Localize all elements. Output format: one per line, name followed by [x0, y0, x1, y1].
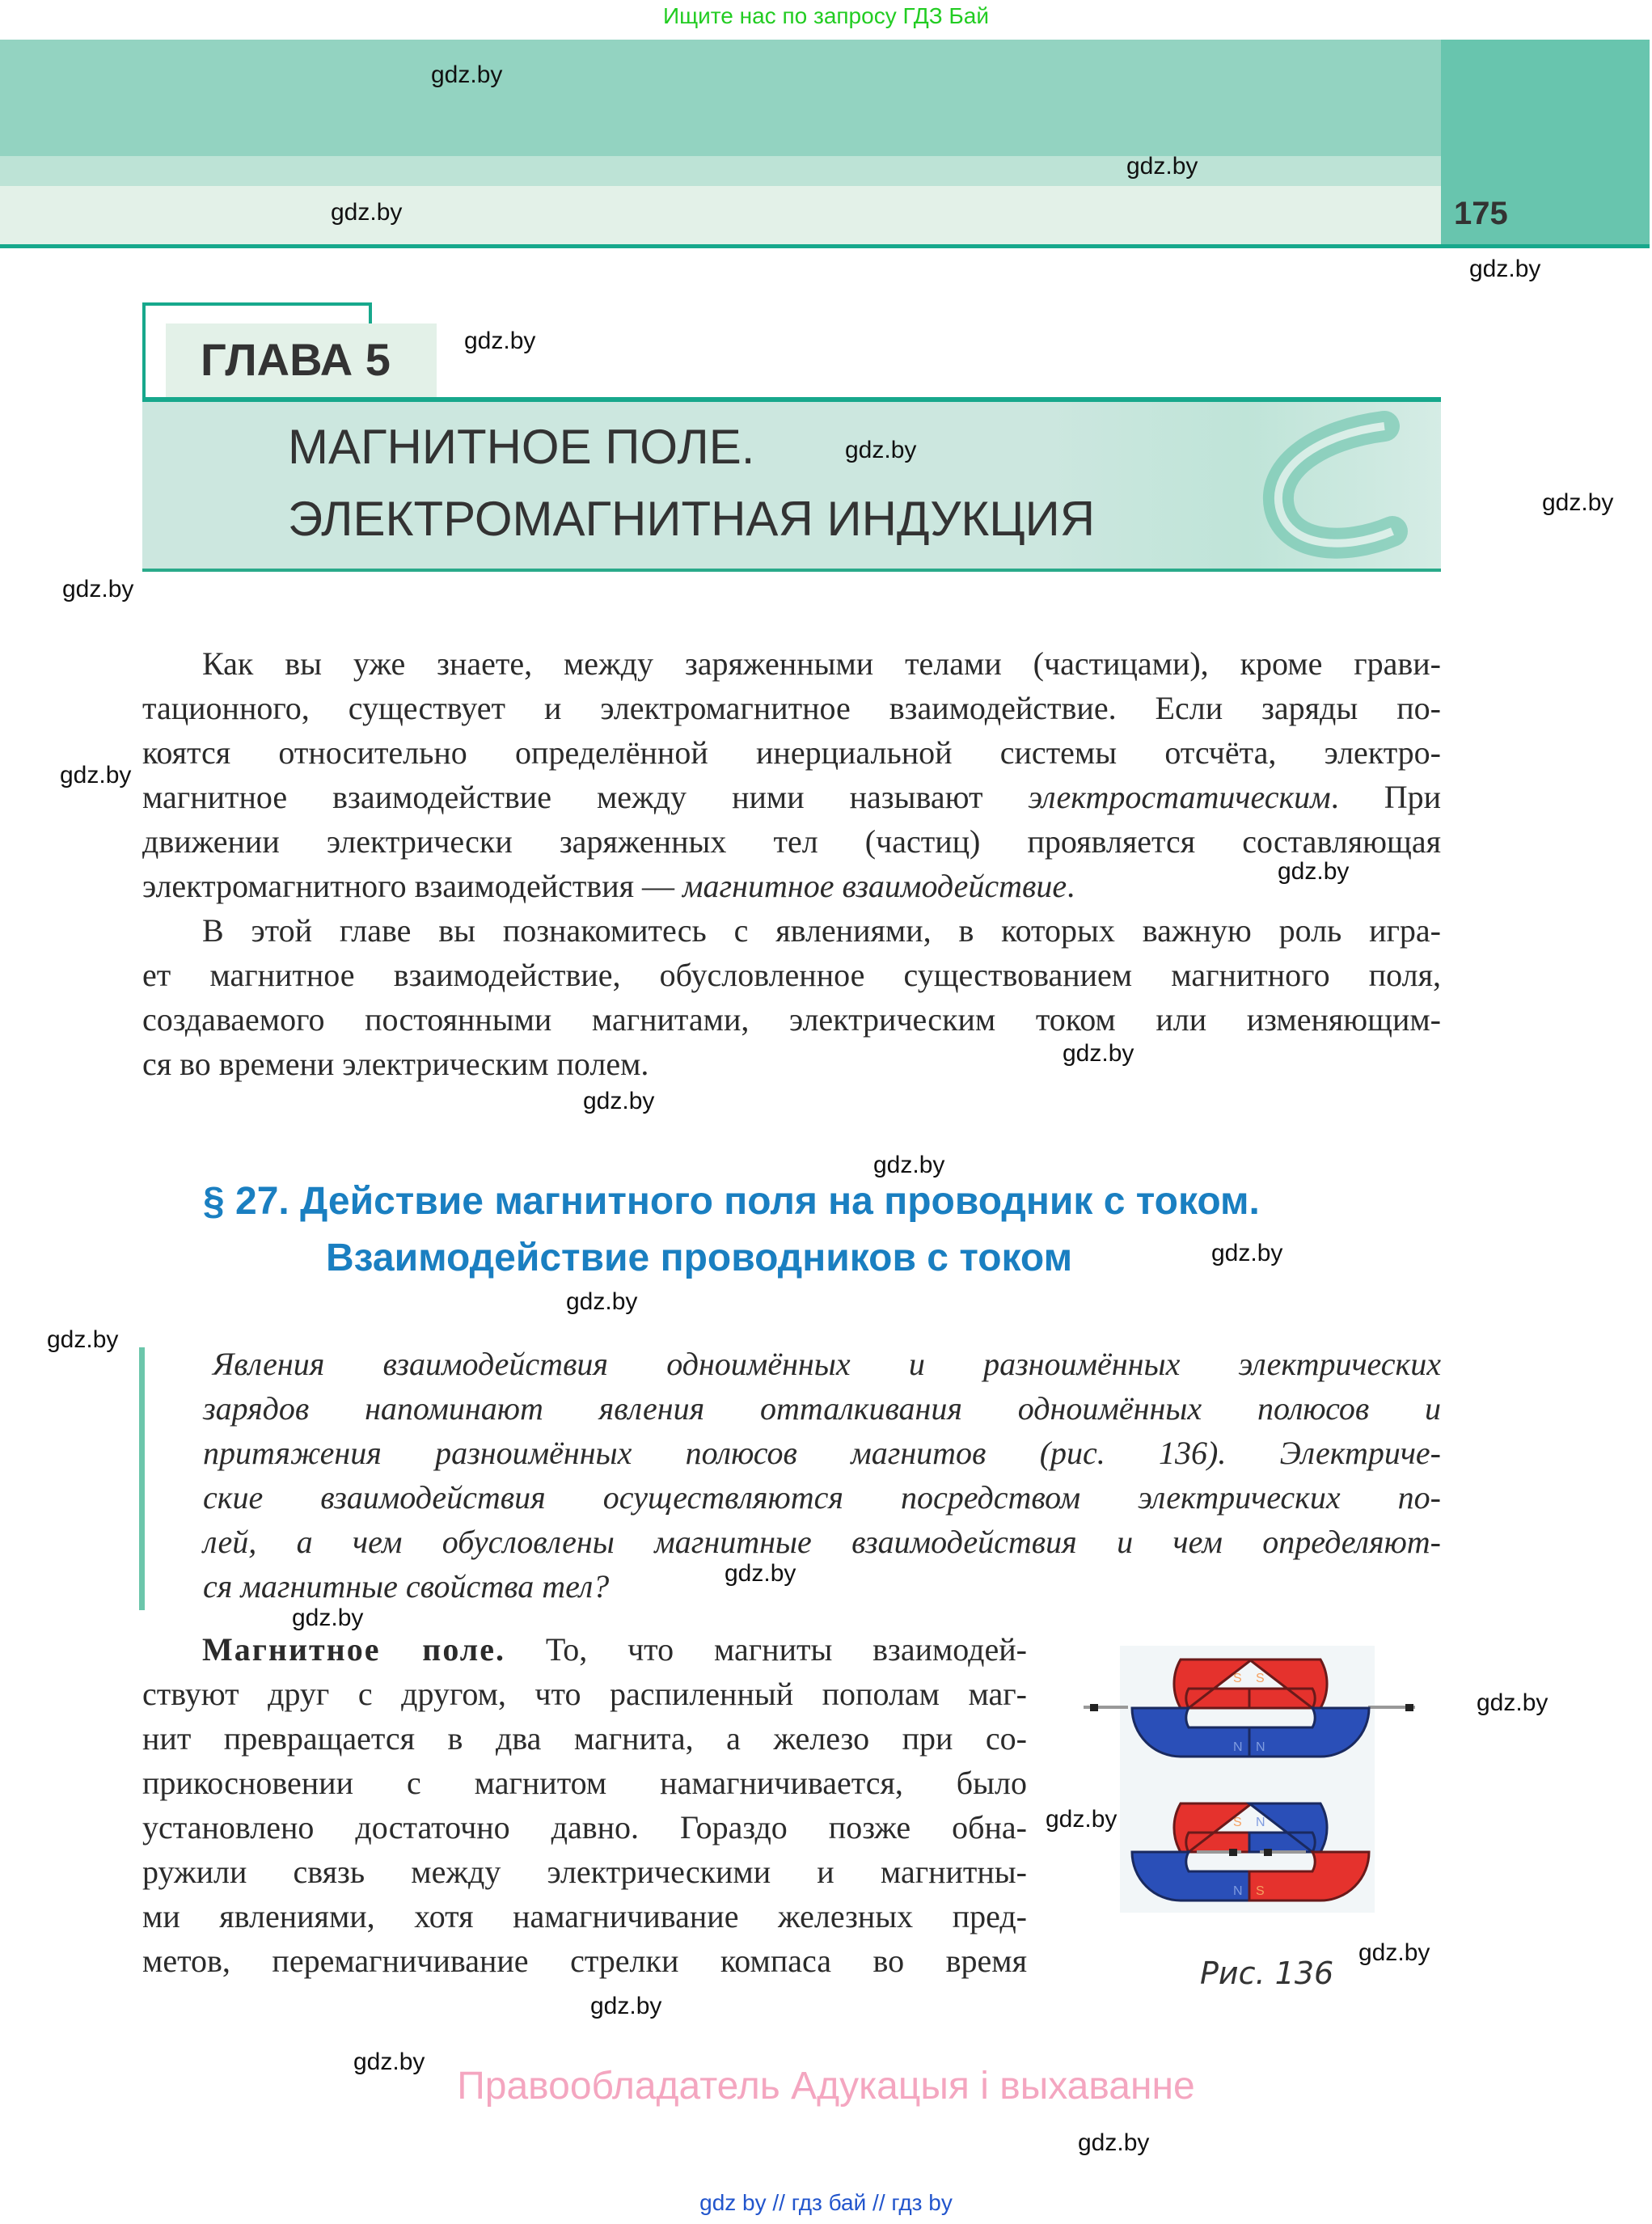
- watermark: gdz.by: [1078, 2129, 1150, 2156]
- section-heading-line-2: Взаимодействие проводников с током: [326, 1237, 1073, 1279]
- watermark: gdz.by: [845, 437, 917, 463]
- text: магнитное взаимодействие между ними называют: [142, 779, 1029, 815]
- header-band: [0, 40, 1441, 156]
- text-line: Как вы уже знаете, между заряженными телами (частицами), кроме грави-: [202, 645, 1441, 682]
- header-band-mid: [0, 156, 1441, 186]
- watermark: gdz.by: [292, 1605, 364, 1631]
- subheading-magnetic-field: Магнитное поле.: [202, 1631, 505, 1668]
- watermark: gdz.by: [1046, 1806, 1118, 1833]
- text-line: установлено достаточно давно. Гораздо позже обна-: [142, 1809, 1027, 1846]
- body-paragraph: [142, 1627, 1027, 1983]
- text-line: тационного, существует и электромагнитное взаимодействие. Если заряды по-: [142, 690, 1441, 726]
- pole-label: N: [1256, 1816, 1265, 1829]
- text-line: ет магнитное взаимодействие, обусловленное существованием магнитного поля,: [142, 957, 1441, 993]
- text: То, что магниты взаимодей-: [505, 1631, 1027, 1668]
- watermark: gdz.by: [431, 61, 503, 88]
- intro-paragraph-2: [142, 908, 1441, 1086]
- watermark: gdz.by: [873, 1152, 945, 1178]
- text: электромагнитного взаимодействия —: [142, 868, 683, 904]
- figure-caption: Рис. 136: [1200, 1956, 1334, 1991]
- text-line: [142, 775, 1441, 819]
- watermark: gdz.by: [1542, 489, 1614, 516]
- chapter-label: ГЛАВА 5: [201, 334, 391, 385]
- text-line: ствуют друг с другом, что распиленный пополам маг-: [142, 1676, 1027, 1712]
- text: . При: [1330, 779, 1442, 815]
- chapter-title-line-1: МАГНИТНОЕ ПОЛЕ.: [288, 420, 755, 474]
- watermark: gdz.by: [62, 576, 134, 603]
- watermark: gdz.by: [1469, 256, 1541, 282]
- watermark: gdz.by: [583, 1088, 655, 1114]
- page-number: 175: [1454, 196, 1508, 231]
- header-band-light: [0, 186, 1441, 244]
- text-line: метов, перемагничивание стрелки компаса во время: [142, 1943, 1027, 1979]
- text-line: притяжения разноимённых полюсов магнитов (рис. 136). Электриче-: [203, 1435, 1441, 1471]
- figure-magnets: [1067, 1642, 1447, 1917]
- pole-label: S: [1256, 1672, 1265, 1685]
- text-line: прикосновении с магнитом намагничивается, было: [142, 1765, 1027, 1801]
- watermark: gdz.by: [1126, 153, 1198, 180]
- watermark: gdz.by: [464, 328, 536, 354]
- question-paragraph: [203, 1342, 1441, 1609]
- text-line: [142, 864, 1441, 908]
- intro-paragraph-1: [142, 641, 1441, 908]
- text: .: [1067, 868, 1075, 904]
- pole-label: N: [1256, 1740, 1265, 1754]
- text-line: коятся относительно определённой инерциальной системы отсчёта, электро-: [142, 734, 1441, 771]
- watermark: gdz.by: [1063, 1040, 1134, 1067]
- watermark: gdz.by: [1477, 1689, 1548, 1716]
- chapter-title-line-2: ЭЛЕКТРОМАГНИТНАЯ ИНДУКЦИЯ: [288, 492, 1096, 546]
- text-line: движении электрически заряженных тел (частиц) проявляется составляющая: [142, 823, 1441, 860]
- text-line: ружили связь между электрическими и магнитны-: [142, 1854, 1027, 1890]
- question-bar: [139, 1347, 145, 1610]
- text-line: ские взаимодействия осуществляются посредством электрических по-: [203, 1479, 1441, 1516]
- header-rule: [0, 244, 1650, 248]
- watermark: gdz.by: [47, 1326, 119, 1353]
- section-heading-line-1: § 27. Действие магнитного поля на проводник с током.: [203, 1180, 1260, 1223]
- copyright-notice: Правообладатель Адукацыя і выхаванне: [457, 2065, 1195, 2108]
- watermark: gdz.by: [353, 2049, 425, 2075]
- term-electrostatic: электростатическим: [1028, 779, 1331, 815]
- text-line: создаваемого постоянными магнитами, электрическим током или изменяющим-: [142, 1001, 1441, 1038]
- watermark: gdz.by: [590, 1993, 662, 2019]
- text-line: В этой главе вы познакомитесь с явлениями, в которых важную роль игра-: [202, 912, 1441, 949]
- watermark: gdz.by: [331, 199, 403, 226]
- text-line: ся во времени электрическим полем.: [142, 1046, 649, 1082]
- text-line: [142, 1627, 1027, 1672]
- term-magnetic-interaction: магнитное взаимодействие: [682, 868, 1067, 904]
- text-line: Явления взаимодействия одноимённых и разноимённых электрических: [213, 1346, 1441, 1382]
- watermark: gdz.by: [60, 762, 132, 789]
- pole-label: S: [1233, 1816, 1242, 1829]
- search-hint: Ищите нас по запросу ГДЗ Бай: [662, 3, 990, 28]
- text-line: ми явлениями, хотя намагничивание железных пред-: [142, 1898, 1027, 1934]
- text-line: зарядов напоминают явления отталкивания одноимённых полюсов и: [203, 1390, 1441, 1427]
- arrow-right-icon: [1368, 1704, 1415, 1711]
- pole-label: N: [1233, 1740, 1243, 1754]
- watermark: gdz.by: [1358, 1939, 1430, 1966]
- watermark: gdz.by: [566, 1288, 638, 1315]
- bottom-links[interactable]: gdz by // гдз бай // гдз by: [699, 2190, 953, 2215]
- pole-label: S: [1256, 1884, 1265, 1898]
- watermark: gdz.by: [1211, 1240, 1283, 1266]
- pole-label: S: [1233, 1672, 1242, 1685]
- watermark: gdz.by: [725, 1560, 796, 1587]
- text-line: ся магнитные свойства тел?: [203, 1568, 610, 1605]
- watermark: gdz.by: [1278, 858, 1350, 885]
- pole-label: N: [1233, 1884, 1243, 1898]
- text-line: лей, а чем обусловлены магнитные взаимодействия и чем определяют-: [203, 1524, 1441, 1560]
- magnet-illustration-icon: [1223, 410, 1417, 564]
- text-line: нит превращается в два магнита, а железо при со-: [142, 1720, 1027, 1757]
